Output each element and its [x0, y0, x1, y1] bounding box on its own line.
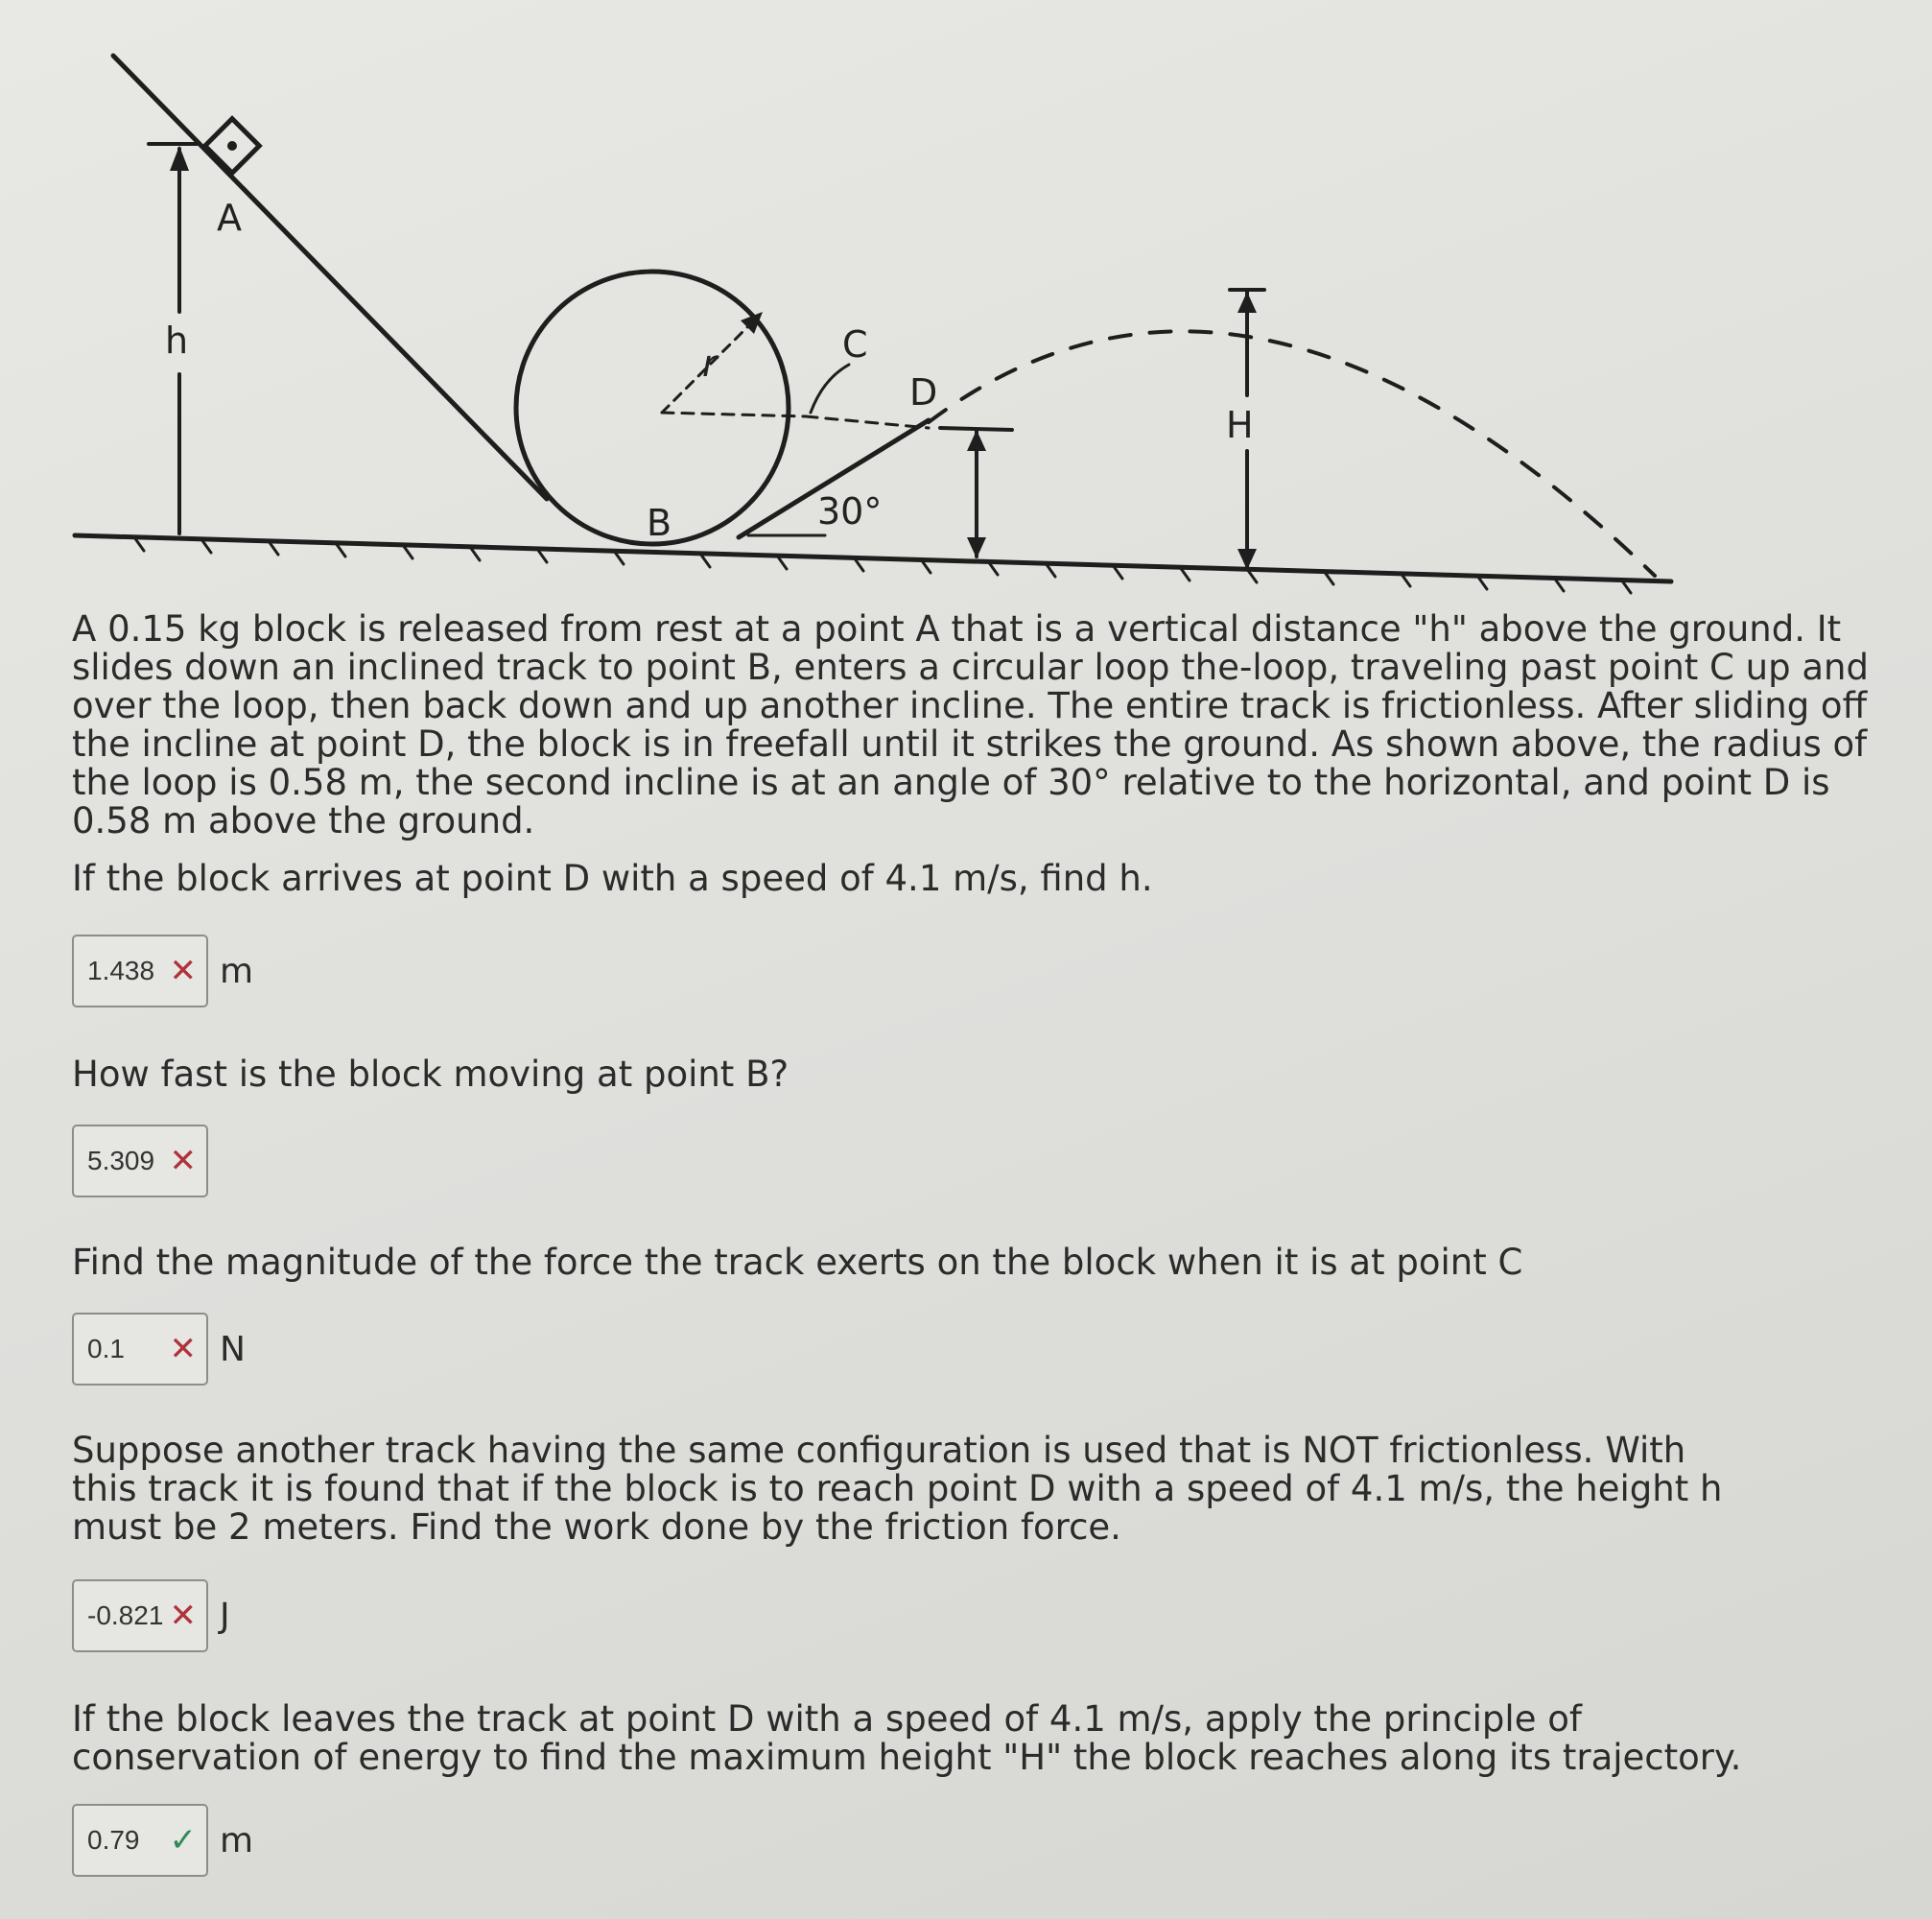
question-1-answer-row [72, 935, 253, 1007]
label-c: C [842, 323, 868, 366]
question-3-answer-field[interactable] [72, 1313, 208, 1386]
label-a: A [217, 197, 242, 239]
big-h-arrow-up [1237, 292, 1257, 313]
block-dot [227, 141, 237, 151]
question-3-answer-value: 0.1 [87, 1334, 125, 1363]
question-3-answer-row [72, 1313, 246, 1386]
question-3-text: Find the magnitude of the force the track exerts on the block when it is at point C [72, 1242, 1523, 1283]
question-4-answer-row [72, 1579, 230, 1652]
question-2-text: How fast is the block moving at point B? [72, 1054, 789, 1095]
question-5-answer-value: 0.79 [87, 1825, 140, 1855]
question-5-unit: m [220, 1820, 254, 1860]
h-arrow-up [170, 146, 189, 171]
question-5-answer-row [72, 1804, 253, 1877]
question-1-unit: m [220, 951, 254, 991]
track-diagram [0, 0, 1688, 595]
question-3-unit: N [220, 1329, 246, 1369]
question-4-text: Suppose another track having the same configuration is used that is NOT frictionless. With this track it is found that if the block is to reach point D with a speed of 4.1 m/s, the height h must be 2 meters. Find the work done by the friction force. [72, 1430, 1723, 1548]
question-1-answer-field[interactable] [72, 935, 208, 1007]
label-r: r [702, 343, 718, 385]
incorrect-icon: ✕ [169, 1597, 197, 1635]
ground-line [75, 535, 1671, 581]
question-4-unit: J [220, 1596, 230, 1636]
correct-check-icon: ✓ [169, 1821, 197, 1860]
question-1-answer-value: 1.438 [87, 956, 155, 985]
question-5-answer-field[interactable] [72, 1804, 208, 1877]
label-d: D [909, 371, 938, 414]
radius-extension-line [806, 416, 929, 428]
question-2-answer-value: 5.309 [87, 1146, 155, 1175]
d-height-arrow-down [967, 537, 986, 558]
question-1-text: If the block arrives at point D with a speed of 4.1 m/s, find h. [72, 858, 1153, 899]
incorrect-icon: ✕ [169, 1142, 197, 1180]
label-h: h [165, 320, 189, 362]
question-2-answer-field[interactable] [72, 1125, 208, 1197]
question-5-text: If the block leaves the track at point D with a speed of 4.1 m/s, apply the principle of conservation of energy to find the maximum height "H" the block reaches along its trajectory. [72, 1698, 1742, 1778]
question-2-answer-row [72, 1125, 220, 1197]
label-b: B [647, 502, 672, 544]
incorrect-icon: ✕ [169, 952, 197, 990]
label-angle: 30° [817, 490, 883, 533]
point-c-pointer [811, 365, 849, 413]
question-4-answer-field[interactable] [72, 1579, 208, 1652]
label-big-h: H [1226, 404, 1254, 446]
projectile-path [929, 331, 1655, 576]
incorrect-icon: ✕ [169, 1330, 197, 1368]
d-height-arrow-up [967, 430, 986, 451]
radius-dashed-line [662, 413, 806, 416]
question-4-answer-value: -0.821 [87, 1600, 164, 1630]
problem-intro: A 0.15 kg block is released from rest at a point A that is a vertical distance "h" above the ground. It slides down an inclined track to point B, enters a circular loop the-loop, traveling past point C up and over the loop, then back down and up another incline. The entire track is frictionless. After sliding off the incline at point D, the block is in freefall until it strikes the ground. As shown above, the radius of the loop is 0.58 m, the second incline is at an angle of 30° relative to the horizontal, and point D is 0.58 m above the ground. [72, 608, 1869, 841]
